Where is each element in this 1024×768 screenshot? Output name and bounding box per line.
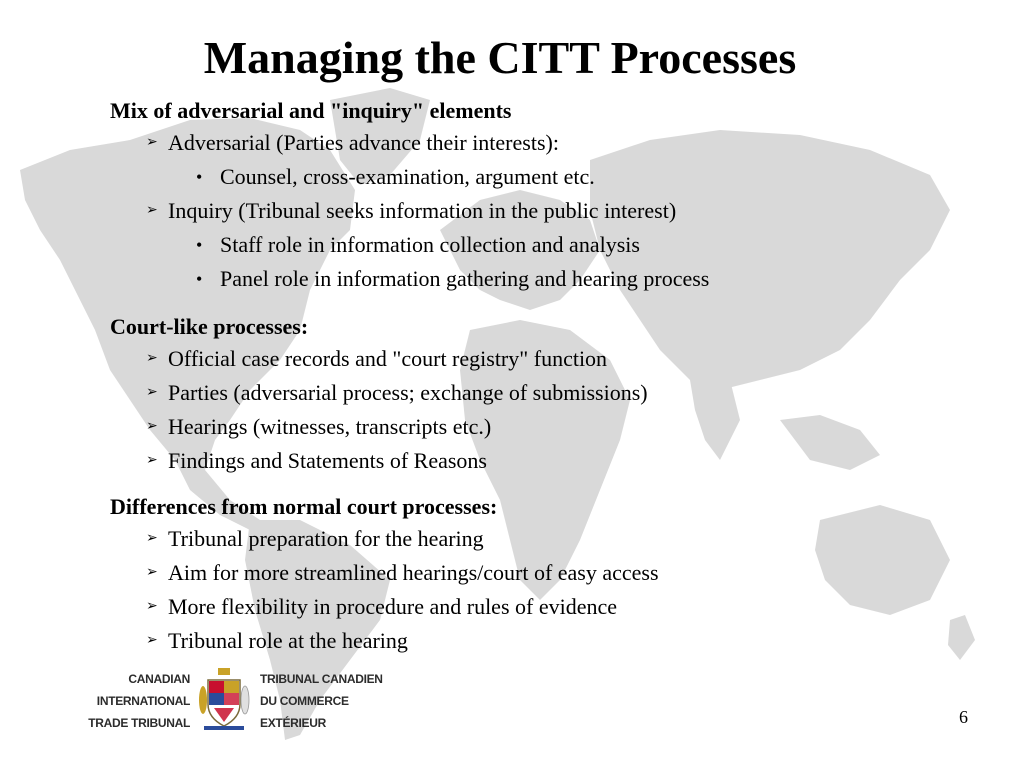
coat-of-arms-icon [198, 666, 250, 732]
section-heading-mix: Mix of adversarial and "inquiry" elements [110, 98, 512, 123]
citt-logo [70, 668, 410, 732]
sub-item-text: Staff role in information collection and analysis [220, 232, 640, 257]
arrow-bullet-icon: ➢ [146, 565, 158, 580]
list-item-text: Official case records and "court registry" function [168, 346, 608, 371]
list-item-text: Adversarial (Parties advance their interests): [168, 130, 559, 155]
arrow-bullet-icon: ➢ [146, 203, 158, 218]
list-item-preparation [110, 522, 1010, 556]
sub-item-counsel [110, 160, 1010, 194]
sub-item-text: Counsel, cross-examination, argument etc. [220, 164, 595, 189]
list-item-text: More flexibility in procedure and rules of evidence [168, 594, 618, 619]
arrow-bullet-icon: ➢ [146, 135, 158, 150]
logo-english-line: CANADIAN [128, 672, 190, 686]
list-item-findings [110, 444, 1010, 478]
list-item-inquiry [110, 194, 1010, 228]
logo-french-name [260, 668, 383, 734]
sub-item-panel-role [110, 262, 1010, 296]
sub-item-text: Panel role in information gathering and hearing process [220, 266, 710, 291]
arrow-bullet-icon: ➢ [146, 453, 158, 468]
page-number: 6 [959, 707, 968, 727]
logo-french-line: DU COMMERCE [260, 694, 349, 708]
arrow-bullet-icon: ➢ [146, 599, 158, 614]
list-item-text: Inquiry (Tribunal seeks information in the public interest) [168, 198, 677, 223]
list-item-text: Parties (adversarial process; exchange of submissions) [168, 380, 648, 405]
list-item-text: Aim for more streamlined hearings/court of easy access [168, 560, 659, 585]
list-item-flexibility [110, 590, 1010, 624]
list-item-parties [110, 376, 1010, 410]
list-item-text: Hearings (witnesses, transcripts etc.) [168, 414, 492, 439]
section-heading-differences: Differences from normal court processes: [110, 494, 498, 519]
arrow-bullet-icon: ➢ [146, 531, 158, 546]
arrow-bullet-icon: ➢ [146, 385, 158, 400]
list-item-streamlined [110, 556, 1010, 590]
logo-english-line: TRADE TRIBUNAL [88, 716, 190, 730]
slide-content [110, 96, 1010, 658]
list-item-text: Tribunal preparation for the hearing [168, 526, 484, 551]
list-item-adversarial [110, 126, 1010, 160]
sub-item-staff-role [110, 228, 1010, 262]
slide-title: Managing the CITT Processes [203, 32, 797, 83]
list-item-text: Tribunal role at the hearing [168, 628, 408, 653]
logo-french-line: EXTÉRIEUR [260, 716, 326, 730]
list-item-case-records [110, 342, 1010, 376]
list-item-text: Findings and Statements of Reasons [168, 448, 487, 473]
logo-english-line: INTERNATIONAL [96, 694, 190, 708]
arrow-bullet-icon: ➢ [146, 351, 158, 366]
logo-english-name [88, 668, 190, 734]
list-item-hearings [110, 410, 1010, 444]
list-item-tribunal-role [110, 624, 1010, 658]
arrow-bullet-icon: ➢ [146, 419, 158, 434]
dot-bullet-icon: • [196, 269, 203, 289]
arrow-bullet-icon: ➢ [146, 633, 158, 648]
dot-bullet-icon: • [196, 235, 203, 255]
section-heading-court-like: Court-like processes: [110, 314, 309, 339]
logo-french-line: TRIBUNAL CANADIEN [260, 672, 383, 686]
dot-bullet-icon: • [196, 167, 203, 187]
